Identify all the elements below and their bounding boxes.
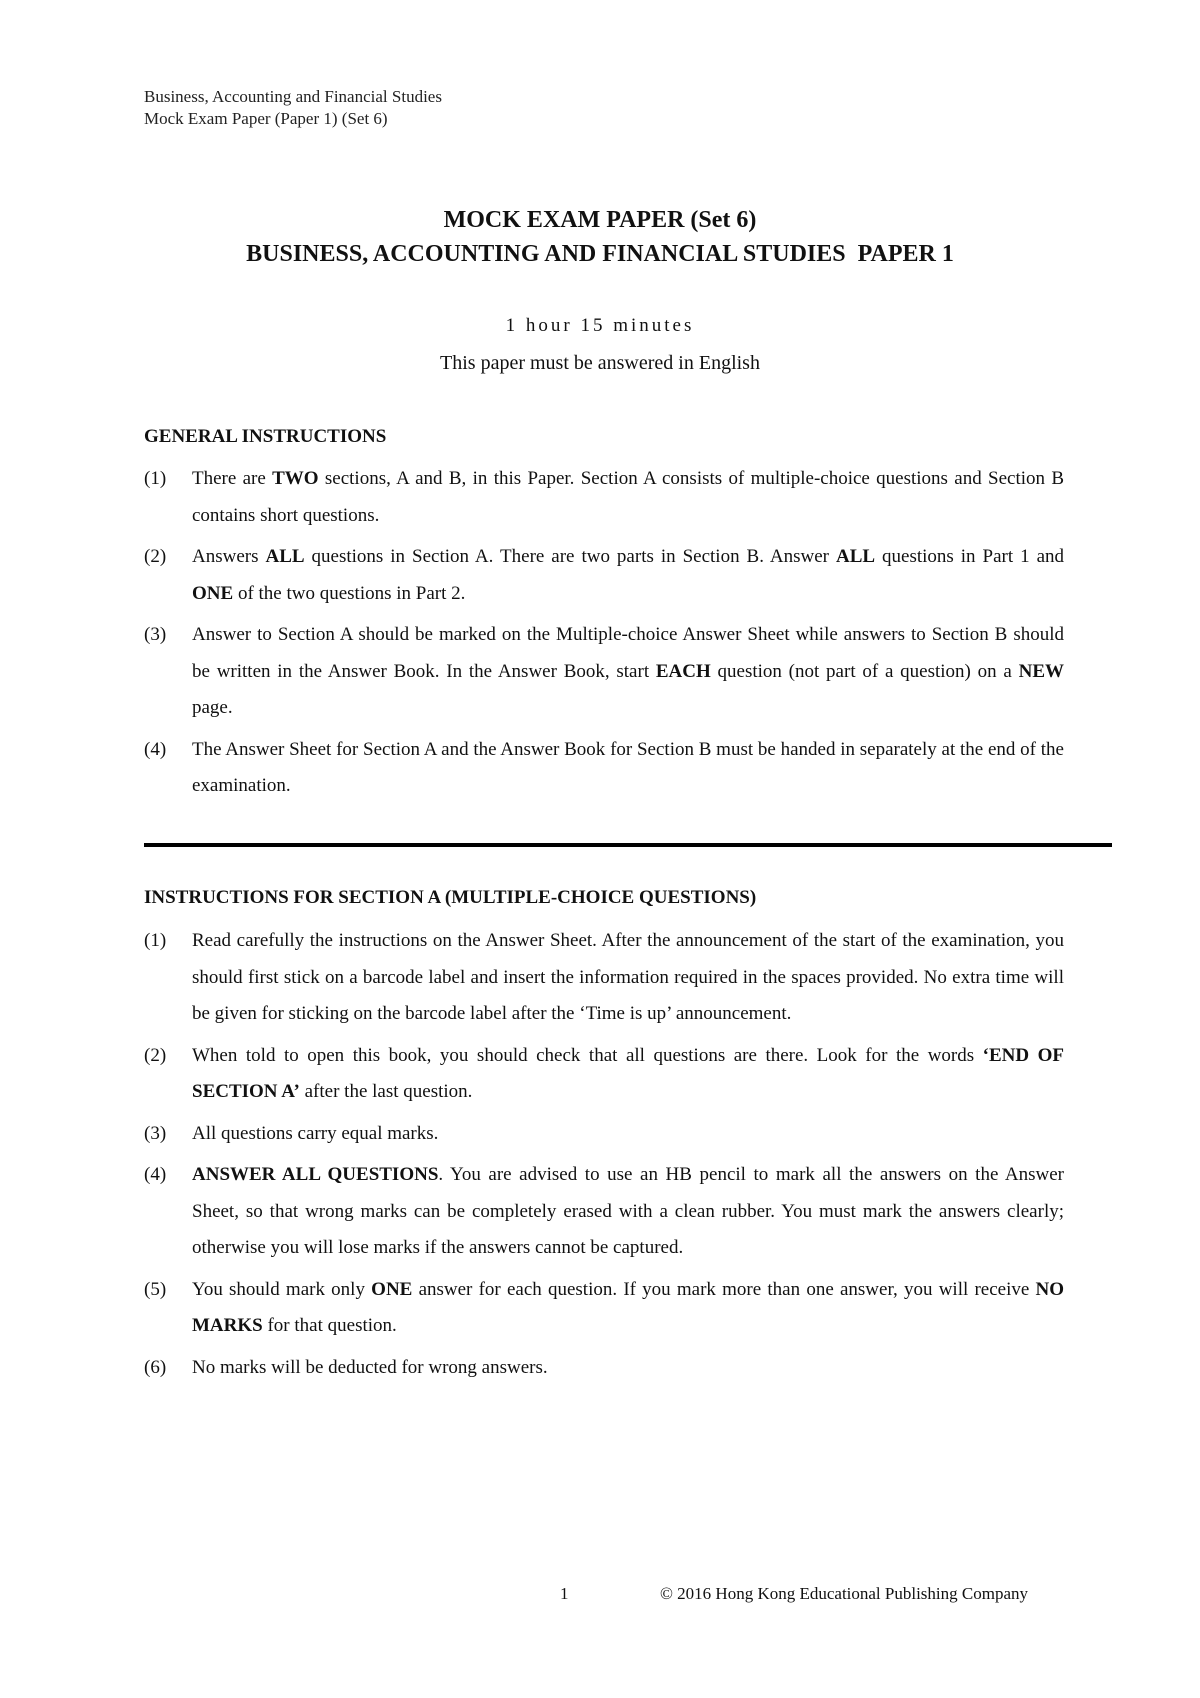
instruction-emphasis: ALL: [835, 546, 876, 567]
instruction-text: after the last question.: [299, 1081, 473, 1102]
instruction-text: page.: [192, 697, 233, 718]
instruction-text: sections, A and B, in this Paper. Section A consists of multiple-choice questions and Section B contains short questions.: [192, 468, 1064, 526]
title-line-2: BUSINESS, ACCOUNTING AND FINANCIAL STUDIES PAPER 1: [246, 241, 954, 267]
instruction-emphasis: NO MARKS: [192, 1278, 1065, 1336]
instruction-emphasis: ALL: [265, 546, 305, 567]
instruction-item: [144, 1157, 1064, 1267]
title-line-1: MOCK EXAM PAPER (Set 6): [443, 207, 757, 233]
section-divider: [144, 843, 1112, 847]
instruction-emphasis: ONE: [371, 1278, 413, 1300]
page-number: 1: [560, 1584, 569, 1603]
instruction-text: All questions carry equal marks.: [192, 1122, 439, 1144]
instruction-text: There are: [192, 468, 273, 489]
running-head-paper: Mock Exam Paper (Paper 1) (Set 6): [144, 109, 388, 128]
running-head: [144, 86, 442, 130]
instruction-text: When told to open this book, you should check that all questions are there. Look for the words: [192, 1044, 983, 1066]
section-a-heading: INSTRUCTIONS FOR SECTION A (MULTIPLE-CHOICE QUESTIONS): [144, 887, 757, 908]
instruction-text: The Answer Sheet for Section A and the Answer Book for Section B must be handed in separately at the end of the examination.: [192, 738, 1064, 796]
instruction-text: No marks will be deducted for wrong answers.: [192, 1356, 548, 1378]
instruction-text: for that question.: [262, 1315, 397, 1336]
instruction-emphasis: TWO: [272, 468, 319, 489]
instruction-emphasis: NEW: [1018, 660, 1064, 682]
exam-duration: 1 hour 15 minutes: [505, 315, 695, 336]
instruction-number: (2): [144, 546, 167, 567]
instruction-item: [144, 1272, 1064, 1345]
instruction-text: questions in Section A. There are two parts in Section B. Answer: [304, 546, 836, 567]
language-note: This paper must be answered in English: [440, 352, 760, 374]
copyright-notice: © 2016 Hong Kong Educational Publishing Company: [660, 1584, 1029, 1603]
instruction-item: [144, 1350, 1064, 1387]
instruction-emphasis: ONE: [192, 582, 234, 604]
instruction-emphasis: EACH: [655, 660, 711, 682]
instruction-text: questions in Part 1 and: [875, 546, 1064, 567]
instruction-text: Answer to Section A should be marked on the Multiple-choice Answer Sheet while answers to Section B should be written in the Answer Book. In the Answer Book, start: [192, 624, 1064, 682]
instruction-number: (2): [144, 1044, 167, 1066]
instruction-item: [144, 732, 1064, 805]
instruction-number: (4): [144, 738, 167, 760]
instruction-text: answer for each question. If you mark more than one answer, you will receive: [412, 1278, 1036, 1300]
instruction-emphasis: ANSWER ALL QUESTIONS: [192, 1164, 439, 1185]
instruction-text: . You are advised to use an HB pencil to mark all the answers on the Answer Sheet, so that wrong marks can be completely erased with a clean rubber. You must mark the answers clearly; otherwise you will lose marks if the answers cannot be captured.: [192, 1164, 1065, 1258]
page-title: [0, 203, 1200, 271]
instruction-number: (1): [144, 468, 167, 489]
instruction-text: question (not part of a question) on a: [710, 660, 1019, 682]
running-head-subject: Business, Accounting and Financial Studies: [144, 87, 442, 106]
instruction-text: Read carefully the instructions on the Answer Sheet. After the announcement of the start of the examination, you should first stick on a barcode label and insert the information required in the spaces provided. No extra time will be given for sticking on the barcode label after the ‘Time is up’ announcement.: [192, 930, 1064, 1024]
instruction-text: of the two questions in Part 2.: [233, 582, 466, 604]
instruction-text: Answers: [192, 546, 266, 567]
instruction-number: (5): [144, 1278, 167, 1300]
instruction-item: [144, 923, 1064, 1033]
section-a-instructions-list: [144, 923, 1064, 1391]
instruction-number: (6): [144, 1356, 167, 1378]
instruction-item: [144, 617, 1064, 727]
instruction-number: (1): [144, 930, 167, 951]
instruction-item: [144, 461, 1064, 534]
instruction-number: (3): [144, 1122, 167, 1144]
instruction-text: You should mark only: [192, 1278, 372, 1300]
instruction-item: [144, 1116, 1064, 1153]
instruction-emphasis: ‘END OF SECTION A’: [192, 1044, 1064, 1102]
instruction-number: (3): [144, 624, 167, 645]
instruction-item: [144, 1038, 1064, 1111]
instruction-item: [144, 539, 1064, 612]
instruction-number: (4): [144, 1164, 167, 1185]
general-instructions-list: [144, 461, 1064, 810]
general-instructions-heading: GENERAL INSTRUCTIONS: [144, 426, 387, 447]
